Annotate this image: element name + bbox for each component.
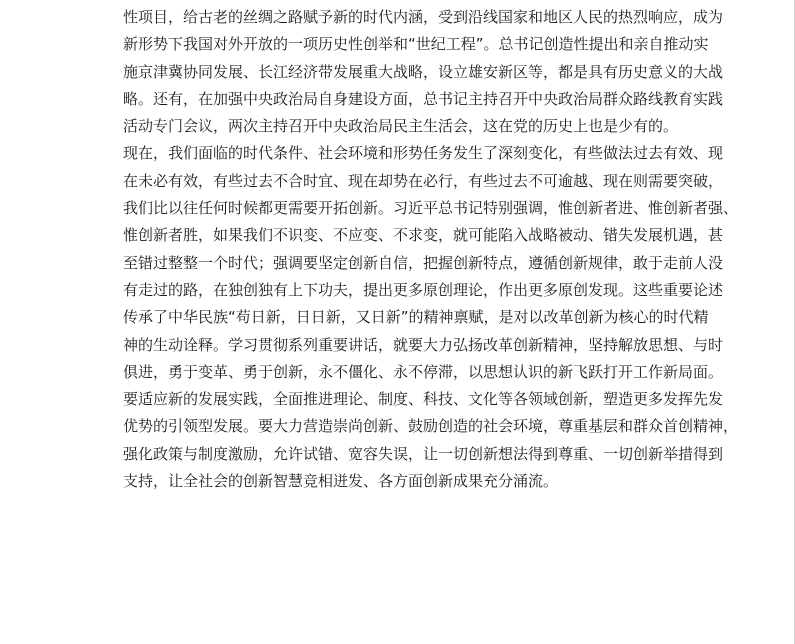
text-line: 支持，让全社会的创新智慧竞相迸发、各方面创新成果充分涌流。 xyxy=(123,472,559,491)
text-line: 惟创新者胜，如果我们不识变、不应变、不求变，就可能陷入战略被动、错失发展机遇，甚 xyxy=(123,226,724,245)
text-line: 有走过的路，在独创独有上下功夫，提出更多原创理论，作出更多原创发现。这些重要论述 xyxy=(123,280,724,299)
text-line: 新形势下我国对外开放的一项历史性创举和“世纪工程”。总书记创造性提出和亲自推动实 xyxy=(123,35,709,54)
text-line: 传承了中华民族“苟日新，日日新，又日新”的精神禀赋，是对以改革创新为核心的时代精 xyxy=(123,308,709,327)
text-line: 略。还有，在加强中央政治局自身建设方面，总书记主持召开中央政治局群众路线教育实践 xyxy=(123,89,724,108)
paragraph-2 xyxy=(123,140,739,495)
text-line: 神的生动诠释。学习贯彻系列重要讲话，就要大力弘扬改革创新精神，坚持解放思想、与时 xyxy=(123,335,724,354)
text-line: 性项目，给古老的丝绸之路赋予新的时代内涵，受到沿线国家和地区人民的热烈响应，成为 xyxy=(123,8,724,26)
text-line: 要适应新的发展实践，全面推进理论、制度、科技、文化等各领域创新，塑造更多发挥先发 xyxy=(123,390,724,409)
text-line: 施京津冀协同发展、长江经济带发展重大战略，设立雄安新区等，都是具有历史意义的大战 xyxy=(123,62,724,81)
text-line: 在未必有效，有些过去不合时宜、现在却势在必行，有些过去不可逾越、现在则需要突破， xyxy=(123,171,724,190)
text-line: 现在，我们面临的时代条件、社会环境和形势任务发生了深刻变化，有些做法过去有效、现 xyxy=(123,144,724,163)
paragraph-1 xyxy=(123,4,724,140)
text-line: 我们比以往任何时候都更需要开拓创新。习近平总书记特别强调，惟创新者进、惟创新者强、 xyxy=(123,199,739,218)
text-line: 优势的引领型发展。要大力营造崇尚创新、鼓励创造的社会环境，尊重基层和群众首创精神， xyxy=(123,417,739,436)
text-line: 俱进，勇于变革、勇于创新，永不僵化、永不停滞，以思想认识的新飞跃打开工作新局面。 xyxy=(123,362,724,381)
text-line: 至错过整整一个时代；强调要坚定创新自信，把握创新特点，遵循创新规律，敢于走前人没 xyxy=(123,253,724,272)
text-line: 强化政策与制度激励，允许试错、宽容失误，让一切创新想法得到尊重、一切创新举措得到 xyxy=(123,444,724,463)
text-line: 活动专门会议，两次主持召开中央政治局民主生活会，这在党的历史上也是少有的。 xyxy=(123,117,679,136)
